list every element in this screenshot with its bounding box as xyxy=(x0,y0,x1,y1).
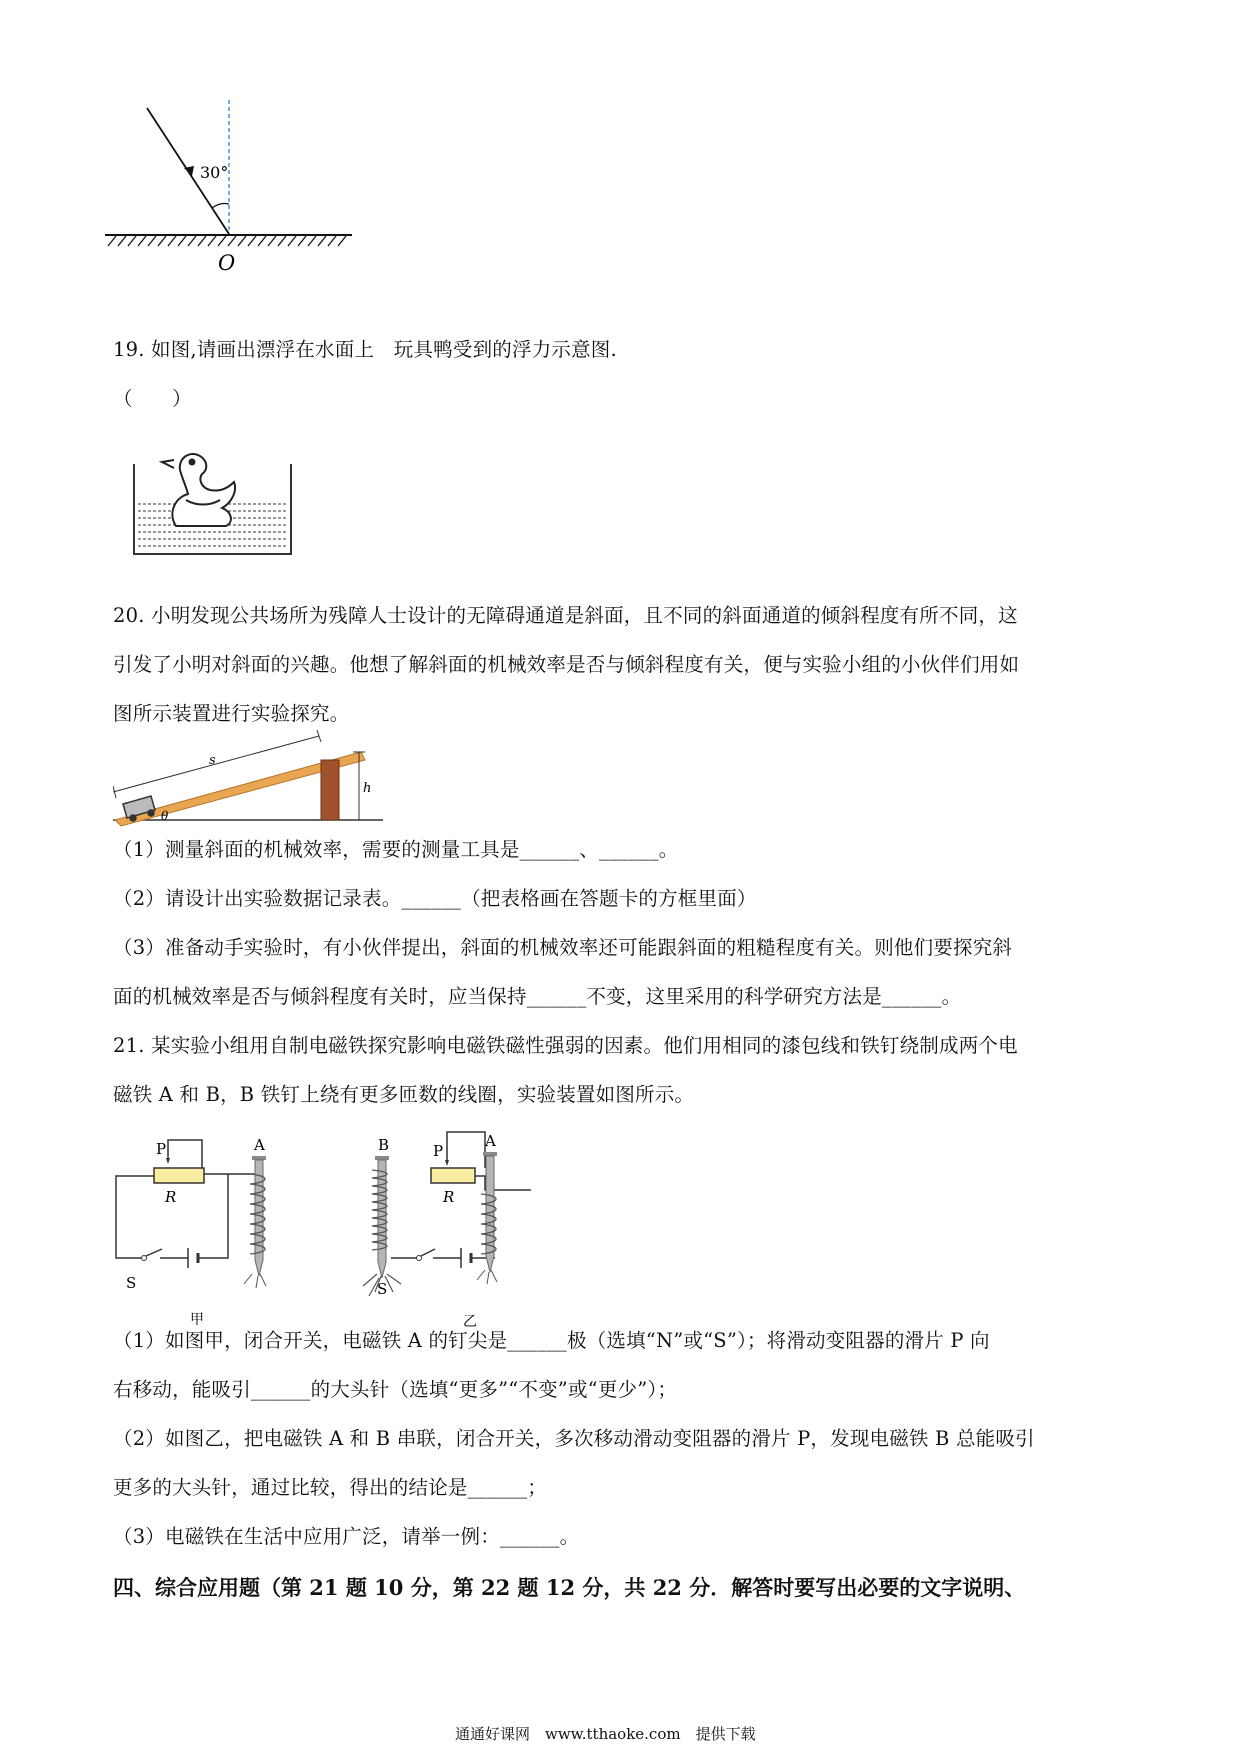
resistor xyxy=(154,1168,204,1183)
circuit-figure-yi xyxy=(355,1128,595,1328)
s-label: S xyxy=(126,1274,137,1292)
slider-wire xyxy=(447,1132,485,1168)
point-label: O xyxy=(218,251,236,275)
switch-lever xyxy=(146,1249,162,1256)
q21-sub1-line-2: 右移动，能吸引______的大头针（选填“更多”“不变”或“更少”）； xyxy=(113,1378,678,1401)
a-label: A xyxy=(254,1136,265,1154)
circuit-figure-jia xyxy=(110,1128,310,1328)
duck-figure xyxy=(130,440,295,558)
s-label: s xyxy=(209,753,216,768)
a-label: A xyxy=(485,1132,496,1150)
s-dimension-line xyxy=(113,736,319,792)
q20-sub1: （1）测量斜面的机械效率，需要的测量工具是______、______。 xyxy=(113,838,679,861)
s-label: S xyxy=(377,1280,388,1298)
q19-text: 19. 如图,请画出漂浮在水面上 玩具鸭受到的浮力示意图. xyxy=(113,338,617,361)
q21-sub3: （3）电磁铁在生活中应用广泛，请举一例：______。 xyxy=(113,1525,580,1548)
q21-intro-line-1: 21. 某实验小组用自制电磁铁探究影响电磁铁磁性强弱的因素。他们用相同的漆包线和铁钉绕制成两个电 xyxy=(113,1034,1018,1057)
b-label: B xyxy=(378,1136,390,1154)
q21-sub2-line-2: 更多的大头针，通过比较，得出的结论是______； xyxy=(113,1476,548,1499)
section4-heading: 四、综合应用题（第 21 题 10 分，第 22 题 12 分，共 22 分．解答时要写出必要的文字说明、 xyxy=(113,1575,1026,1600)
angle-arc xyxy=(212,204,229,209)
support-block xyxy=(321,760,339,820)
switch-pivot xyxy=(417,1256,422,1261)
angle-label: 30° xyxy=(200,163,229,182)
switch-lever xyxy=(421,1249,435,1256)
r-label: R xyxy=(165,1188,177,1206)
q19-answer-blank: （ ） xyxy=(113,387,192,410)
toy-duck xyxy=(162,454,235,526)
q21-sub1-line-1: （1）如图甲，闭合开关，电磁铁 A 的钉尖是______极（选填“N”或“S”）；将滑动变阻器的滑片 P 向 xyxy=(113,1329,990,1352)
incline-figure xyxy=(113,728,393,828)
reflection-figure xyxy=(100,100,370,280)
q20-intro-line-2: 引发了小明对斜面的兴趣。他想了解斜面的机械效率是否与倾斜程度有关，便与实验小组的小伙伴们用如 xyxy=(113,653,1020,676)
switch-pivot xyxy=(142,1256,147,1261)
footer-text: 通通好课网 www.tthaoke.com 提供下载 xyxy=(455,1725,756,1743)
q20-sub3-line-1: （3）准备动手实验时，有小伙伴提出，斜面的机械效率还可能跟斜面的粗糙程度有关。则他们要探究斜 xyxy=(113,936,1013,959)
caption-yi: 乙 xyxy=(463,1314,477,1328)
electromagnet-b xyxy=(363,1156,401,1296)
p-label: P xyxy=(433,1142,444,1160)
theta-label: θ xyxy=(161,809,169,823)
p-label: P xyxy=(156,1140,167,1158)
electromagnet-a xyxy=(244,1156,266,1288)
q21-intro-line-2: 磁铁 A 和 B，B 铁钉上绕有更多匝数的线圈，实验装置如图所示。 xyxy=(113,1083,695,1106)
electromagnet-a xyxy=(477,1152,497,1284)
r-label: R xyxy=(443,1188,455,1206)
circuit-wire xyxy=(391,1132,531,1258)
q20-intro-line-3: 图所示装置进行实验探究。 xyxy=(113,702,350,725)
h-label: h xyxy=(363,781,372,796)
resistor xyxy=(431,1168,475,1183)
q20-intro-line-1: 20. 小明发现公共场所为残障人士设计的无障碍通道是斜面，且不同的斜面通道的倾斜程度有所不同，这 xyxy=(113,604,1018,627)
q20-sub2: （2）请设计出实验数据记录表。______（把表格画在答题卡的方框里面） xyxy=(113,887,757,910)
slider-arrow xyxy=(445,1160,449,1166)
circuit-wire xyxy=(116,1174,260,1258)
caption-jia: 甲 xyxy=(190,1312,204,1328)
q20-sub3-line-2: 面的机械效率是否与倾斜程度有关时，应当保持______不变，这里采用的科学研究方法是______。 xyxy=(113,985,962,1008)
surface-hatching xyxy=(108,236,346,246)
q21-sub2-line-1: （2）如图乙，把电磁铁 A 和 B 串联，闭合开关，多次移动滑动变阻器的滑片 P，发现电磁铁 B 总能吸引 xyxy=(113,1427,1035,1450)
slider-arrow xyxy=(166,1158,170,1164)
